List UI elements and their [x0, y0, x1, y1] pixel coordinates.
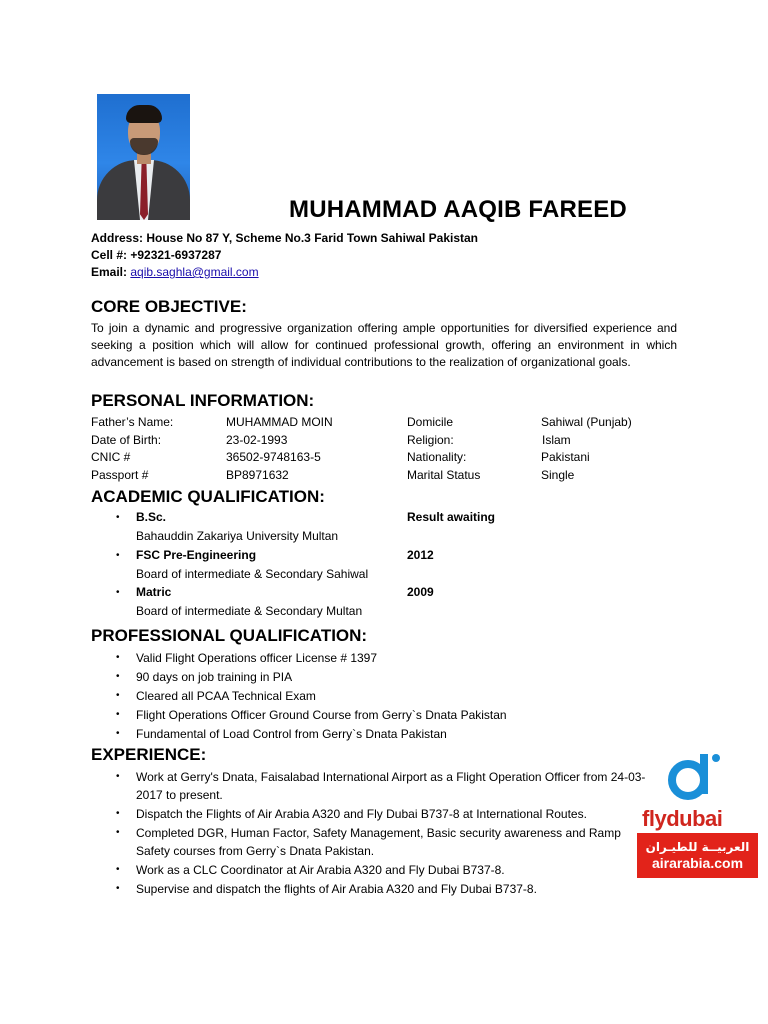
experience-item: Dispatch the Flights of Air Arabia A320 and Fly Dubai B737-8 at International Routes. — [136, 807, 587, 821]
personal-label: Religion: — [407, 432, 454, 447]
personal-label: Date of Birth: — [91, 432, 162, 447]
list-item — [0, 725, 656, 743]
list-item — [0, 585, 768, 623]
bullet-icon: • — [116, 864, 120, 875]
profile-photo — [97, 94, 190, 220]
list-item — [0, 880, 656, 898]
list-item — [0, 548, 768, 586]
experience-item: Work at Gerry's Dnata, Faisalabad International Airport as a Flight Operation Officer from 24-03-2017 to present. — [136, 770, 646, 802]
personal-value: Islam — [542, 432, 571, 447]
degree-name: Matric — [136, 585, 172, 599]
degree-year: 2009 — [407, 585, 434, 599]
list-item — [0, 805, 656, 823]
bullet-icon: • — [116, 709, 120, 720]
bullet-icon: • — [116, 671, 120, 682]
personal-label: Nationality: — [407, 450, 467, 464]
flydubai-dubai-text: dubai — [666, 806, 723, 831]
personal-value: Single — [541, 467, 575, 482]
personal-heading: PERSONAL INFORMATION: — [91, 391, 315, 410]
personal-row — [91, 432, 691, 450]
bullet-icon: • — [116, 827, 120, 838]
list-item — [0, 824, 656, 860]
cell-line: Cell #: +92321-6937287 — [91, 248, 222, 262]
degree-year: Result awaiting — [407, 510, 496, 524]
bullet-icon: • — [116, 549, 120, 561]
professional-item: 90 days on job training in PIA — [136, 670, 293, 684]
degree-institute: Board of intermediate & Secondary Multan — [136, 604, 363, 618]
personal-info-table — [91, 414, 691, 484]
objective-heading: CORE OBJECTIVE: — [91, 297, 247, 316]
professional-list — [0, 649, 768, 743]
personal-value: Sahiwal (Punjab) — [541, 415, 632, 429]
list-item — [0, 649, 656, 667]
personal-row — [91, 414, 691, 432]
bullet-icon: • — [116, 728, 120, 739]
degree-institute: Board of intermediate & Secondary Sahiwal — [136, 566, 369, 581]
personal-row — [91, 467, 691, 485]
list-item — [0, 706, 656, 724]
airarabia-logo — [637, 833, 758, 878]
professional-item: Fundamental of Load Control from Gerry`s Dnata Pakistan — [136, 727, 447, 741]
personal-value: MUHAMMAD MOIN — [226, 415, 333, 429]
academic-list — [0, 510, 768, 623]
list-item — [0, 687, 656, 705]
list-item — [0, 768, 656, 804]
personal-label: CNIC # — [91, 450, 131, 464]
professional-item: Cleared all PCAA Technical Exam — [136, 689, 316, 703]
flydubai-fly-text: fly — [642, 806, 667, 831]
airarabia-arabic-text: العربيــة للطيـران — [645, 840, 750, 854]
list-item — [0, 510, 768, 548]
degree-name: FSC Pre-Engineering — [136, 547, 257, 562]
personal-value: Pakistani — [541, 450, 590, 464]
academic-heading: ACADEMIC QUALIFICATION: — [91, 487, 325, 506]
contact-block — [91, 230, 478, 281]
email-link[interactable]: aqib.saghla@gmail.com — [130, 265, 259, 279]
list-item — [0, 668, 656, 686]
professional-item: Valid Flight Operations officer License # 1397 — [136, 651, 378, 665]
objective-text: To join a dynamic and progressive organization offering ample opportunities for diversified experience and seeking a position which will allow for continued professional growth, offering an environment in which advancement is based on strength of individual contributions to the realization of organizational goals. — [91, 321, 677, 369]
experience-item: Supervise and dispatch the flights of Air Arabia A320 and Fly Dubai B737-8. — [136, 882, 537, 896]
candidate-name: MUHAMMAD AAQIB FAREED — [289, 196, 627, 223]
personal-label: Passport # — [91, 467, 149, 482]
degree-name: B.Sc. — [136, 510, 167, 524]
degree-institute: Bahauddin Zakariya University Multan — [136, 529, 339, 543]
bullet-icon: • — [116, 883, 120, 894]
personal-label: Domicile — [407, 415, 454, 429]
professional-heading: PROFESSIONAL QUALIFICATION: — [91, 626, 368, 645]
bullet-icon: • — [116, 690, 120, 701]
bullet-icon: • — [116, 512, 120, 523]
experience-item: Work as a CLC Coordinator at Air Arabia A320 and Fly Dubai B737-8. — [136, 863, 505, 877]
bullet-icon: • — [116, 652, 120, 663]
email-line — [91, 264, 478, 281]
list-item — [0, 861, 656, 879]
personal-row — [91, 449, 691, 467]
personal-label: Father’s Name: — [91, 415, 174, 429]
degree-year: 2012 — [407, 547, 434, 562]
bullet-icon: • — [116, 771, 120, 782]
professional-item: Flight Operations Officer Ground Course from Gerry`s Dnata Pakistan — [136, 708, 507, 722]
flydubai-wordmark — [642, 806, 722, 832]
personal-value: 23-02-1993 — [226, 432, 288, 447]
airarabia-url-text: airarabia.com — [651, 855, 744, 871]
personal-value: 36502-9748163-5 — [226, 450, 321, 464]
bullet-icon: • — [116, 808, 120, 819]
address-line: Address: House No 87 Y, Scheme No.3 Farid Town Sahiwal Pakistan — [91, 231, 479, 245]
personal-label: Marital Status — [407, 467, 481, 482]
personal-value: BP8971632 — [226, 467, 289, 482]
experience-item: Completed DGR, Human Factor, Safety Management, Basic security awareness and Ramp Safety courses from Gerry`s Dnata Pakistan. — [136, 826, 621, 858]
bullet-icon: • — [116, 587, 120, 598]
experience-heading: EXPERIENCE: — [91, 745, 207, 764]
email-label: Email: — [91, 265, 131, 279]
